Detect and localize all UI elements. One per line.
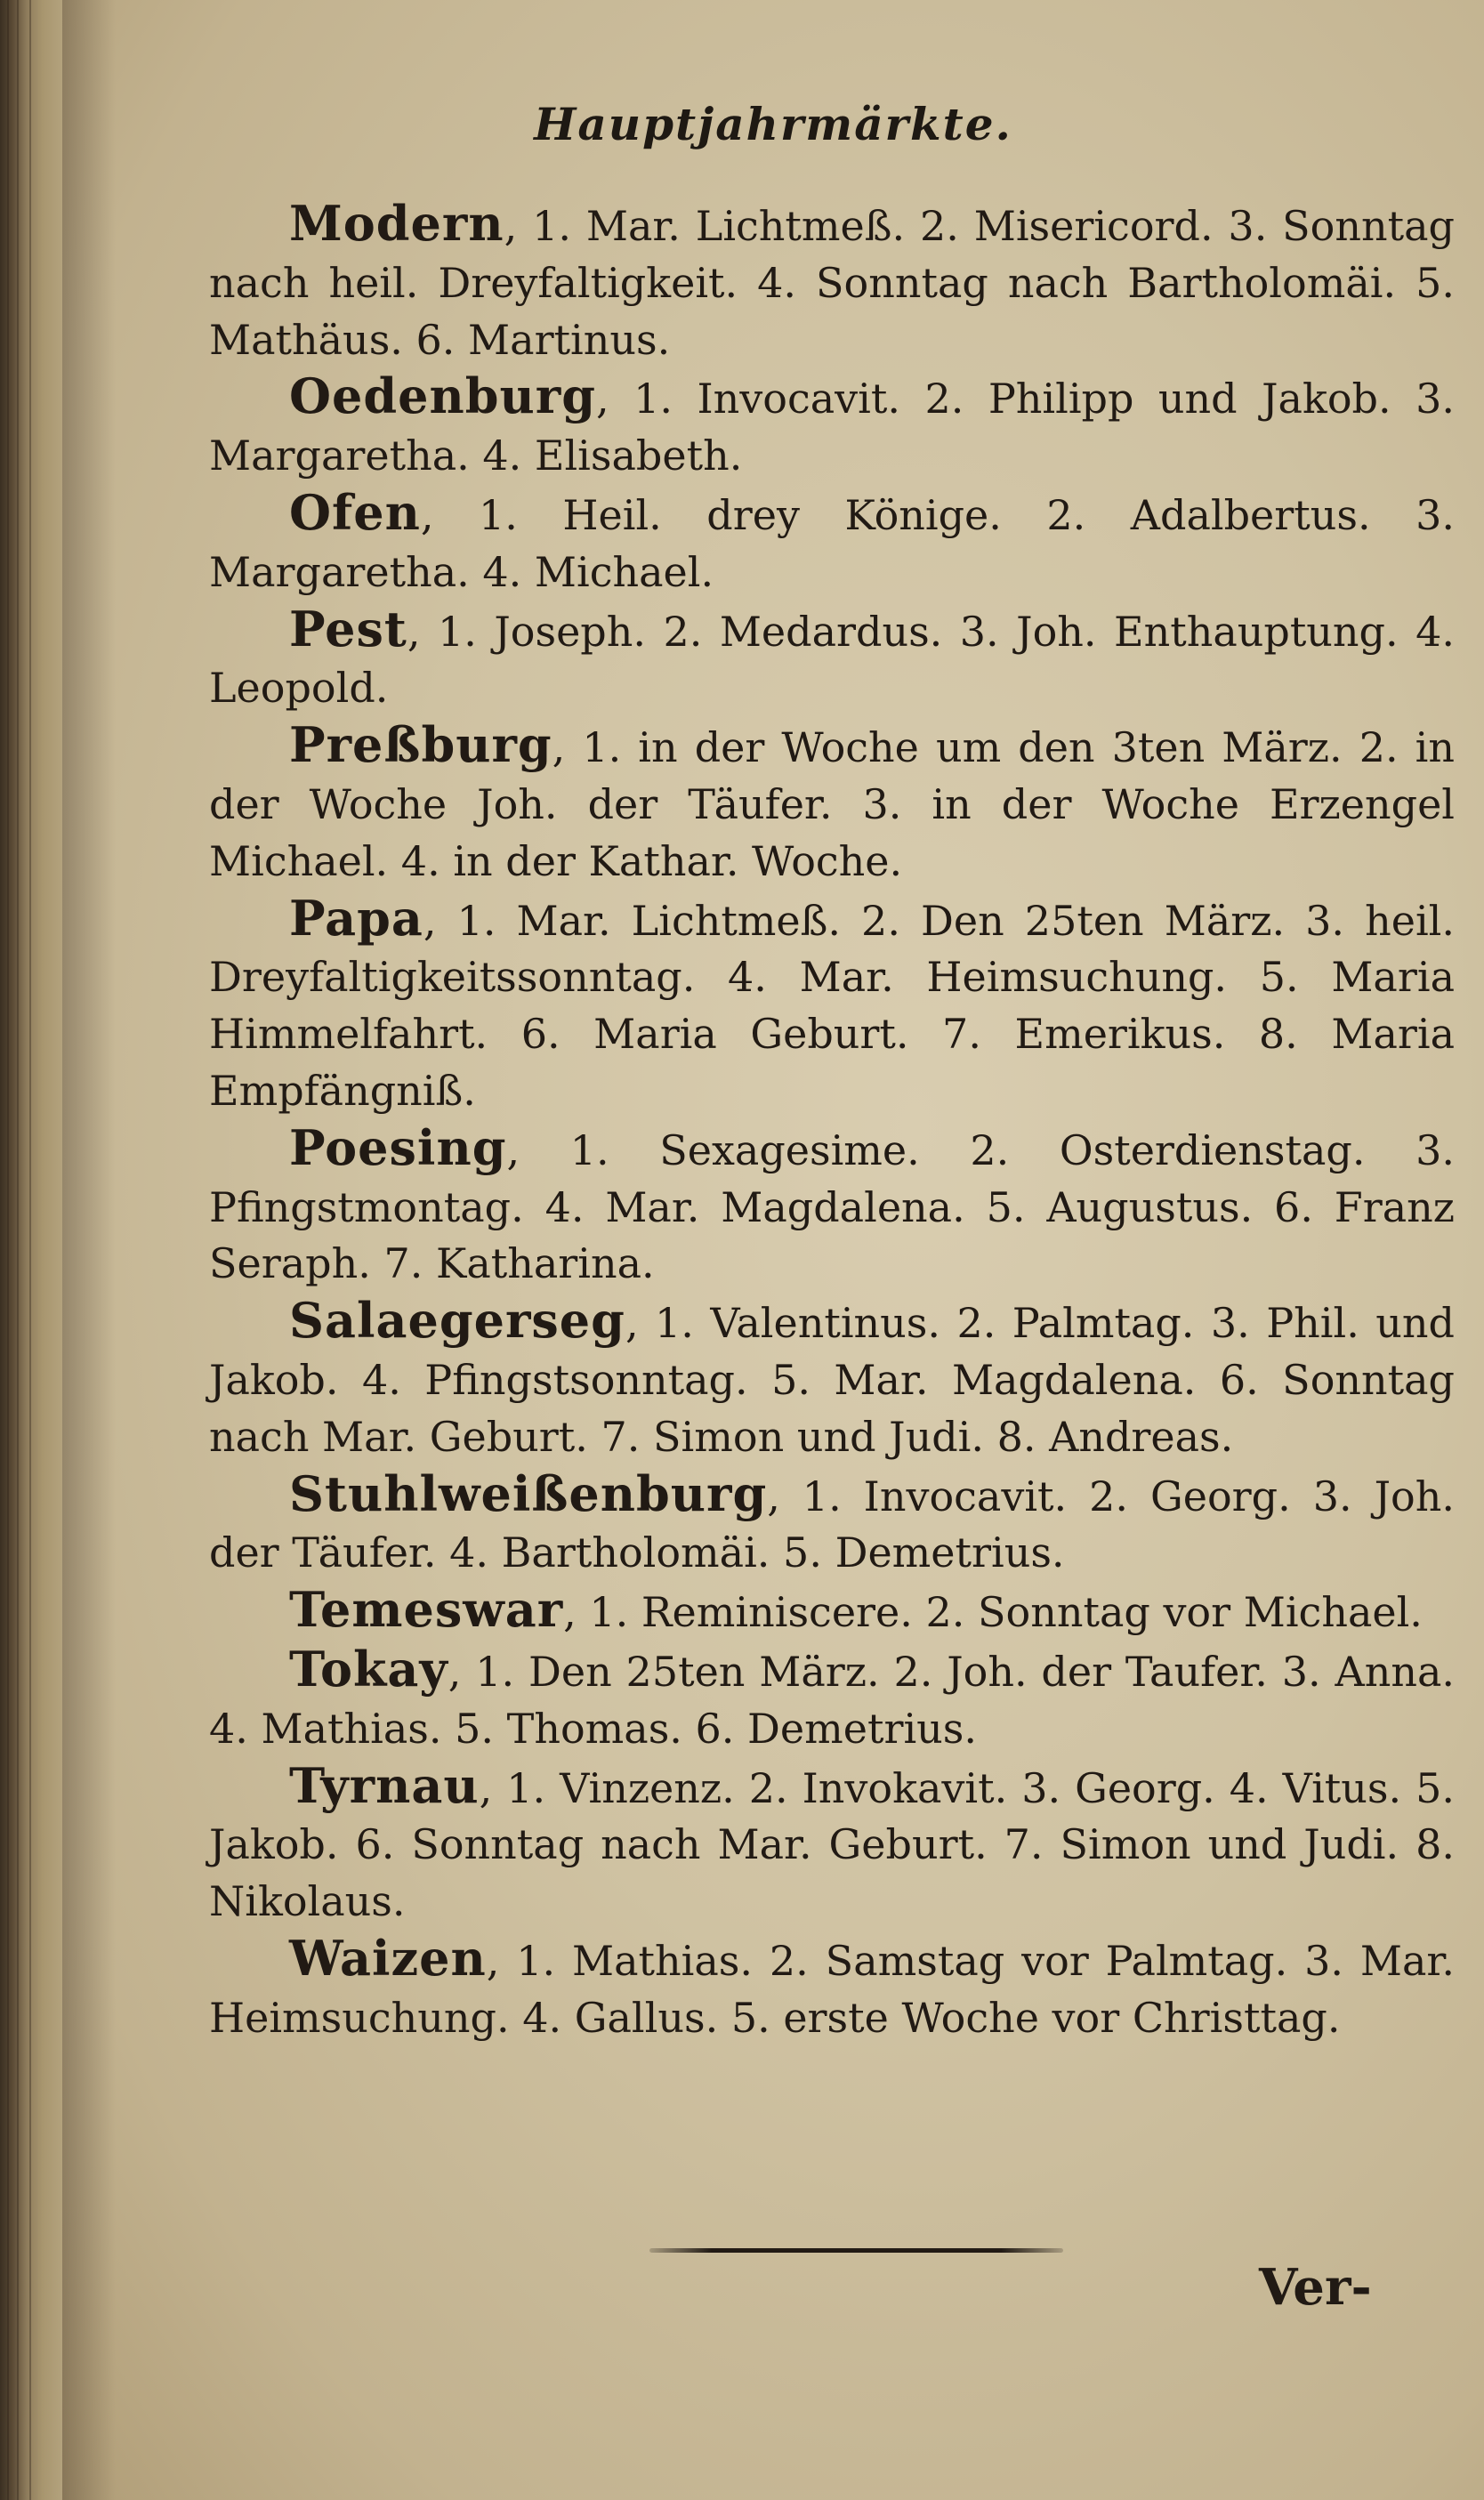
town-name: Salaegerseg <box>289 1292 625 1350</box>
town-name: Modern <box>289 195 504 252</box>
market-dates: , 1. Mathias. 2. Samstag vor Palmtag. 3. Mar. Heimsuchung. 4. Gallus. 5. erste Woche vor Christtag. <box>209 1936 1455 2042</box>
section-divider <box>649 2248 1063 2253</box>
market-entry-tyrnau <box>209 1758 1455 1931</box>
town-name: Tyrnau <box>289 1756 480 1814</box>
town-name: Temeswar <box>289 1581 564 1639</box>
town-name: Preßburg <box>289 716 552 774</box>
market-dates: , 1. Invocavit. 2. Philipp und Jakob. 3. Margaretha. 4. Elisabeth. <box>209 375 1455 480</box>
book-fore-edge <box>0 0 62 2500</box>
market-dates: , 1. Invocavit. 2. Georg. 3. Joh. der Täufer. 4. Bartholomäi. 5. Demetrius. <box>209 1472 1455 1577</box>
market-entry-salaegerseg <box>209 1293 1455 1465</box>
book-page <box>62 0 1484 2500</box>
town-name: Oedenburg <box>289 367 596 425</box>
market-entry-oedenburg <box>209 368 1455 485</box>
market-dates: , 1. Reminiscere. 2. Sonntag vor Michael. <box>563 1588 1423 1637</box>
market-dates: , 1. Sexagesime. 2. Osterdienstag. 3. Pfingstmontag. 4. Mar. Magdalena. 5. Augustus. 6. Franz Seraph. 7. Katharina. <box>209 1125 1455 1288</box>
market-list <box>209 196 1455 2047</box>
market-dates: , 1. Valentinus. 2. Palmtag. 3. Phil. und Jakob. 4. Pfingstsonntag. 5. Mar. Magdalena. 6. Sonntag nach Mar. Geburt. 7. Simon und Judi. 8. Andreas. <box>209 1299 1455 1461</box>
catchword: Ver- <box>1259 2258 1372 2317</box>
market-entry-poesing <box>209 1120 1455 1293</box>
market-dates: , 1. Vinzenz. 2. Invokavit. 3. Georg. 4. Vitus. 5. Jakob. 6. Sonntag nach Mar. Geburt. 7. Simon und Judi. 8. Nikolaus. <box>209 1763 1455 1926</box>
town-name: Ofen <box>289 483 421 541</box>
market-dates: , 1. Den 25ten März. 2. Joh. der Taufer. 3. Anna. 4. Mathias. 5. Thomas. 6. Demetrius. <box>209 1647 1455 1753</box>
page-header: Hauptjahrmärkte. <box>534 98 1012 150</box>
market-entry-tokay <box>209 1641 1455 1758</box>
market-dates: , 1. Joseph. 2. Medardus. 3. Joh. Enthauptung. 4. Leopold. <box>209 607 1455 713</box>
market-entry-waizen <box>209 1931 1455 2047</box>
town-name: Stuhlweißenburg <box>289 1464 768 1522</box>
market-entry-temeswar <box>209 1582 1455 1641</box>
town-name: Waizen <box>289 1929 487 1987</box>
market-entry-modern <box>209 196 1455 368</box>
page-gutter-shadow <box>62 0 116 2500</box>
market-entry-papa <box>209 891 1455 1120</box>
market-entry-pest <box>209 601 1455 718</box>
town-name: Poesing <box>289 1118 507 1176</box>
town-name: Tokay <box>289 1640 448 1698</box>
market-entry-ofen <box>209 485 1455 601</box>
market-dates: , 1. Mar. Lichtmeß. 2. Den 25ten März. 3. heil. Dreyfaltigkeitssonntag. 4. Mar. Heimsuchung. 5. Maria Himmelfahrt. 6. Maria Geburt. 7. Emerikus. 8. Maria Empfängniß. <box>209 896 1455 1115</box>
market-dates: , 1. in der Woche um den 3ten März. 2. in der Woche Joh. der Täufer. 3. in der Woche Erzengel Michael. 4. in der Kathar. Woche. <box>209 723 1455 885</box>
town-name: Pest <box>289 600 407 657</box>
market-dates: , 1. Mar. Lichtmeß. 2. Misericord. 3. Sonntag nach heil. Dreyfaltigkeit. 4. Sonntag nach Bartholomäi. 5. Mathäus. 6. Martinus. <box>209 202 1455 364</box>
market-entry-pressburg <box>209 717 1455 890</box>
market-entry-stuhlweissenburg <box>209 1466 1455 1583</box>
town-name: Papa <box>289 889 423 947</box>
market-dates: , 1. Heil. drey Könige. 2. Adalbertus. 3. Margaretha. 4. Michael. <box>209 490 1455 596</box>
